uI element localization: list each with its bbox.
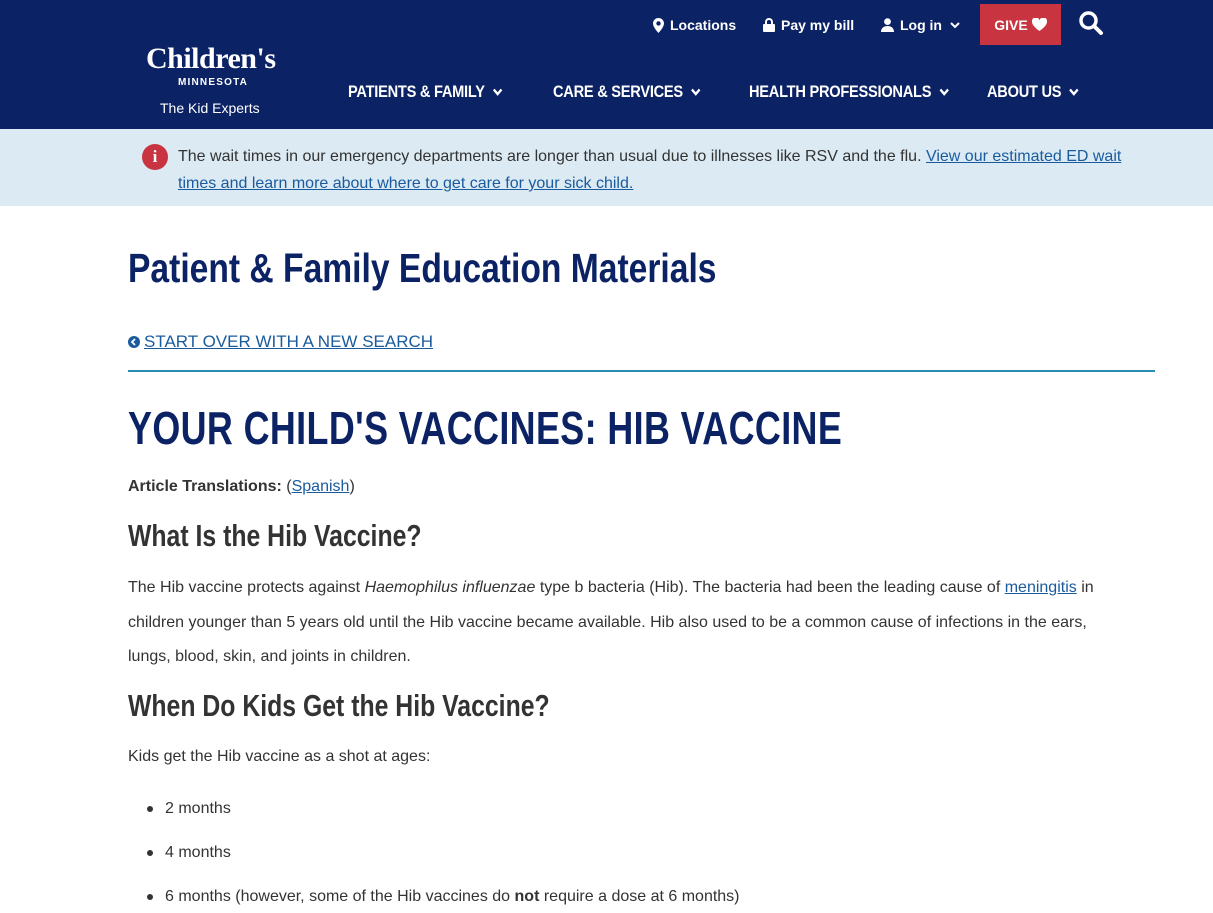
info-icon: i bbox=[142, 144, 168, 170]
alert-message bbox=[178, 143, 1138, 197]
section-intro-when: Kids get the Hib vaccine as a shot at ages: bbox=[128, 748, 431, 765]
nav-label: CARE & SERVICES bbox=[553, 82, 683, 101]
list-item-text: 6 months (however, some of the Hib vaccines do bbox=[165, 888, 511, 905]
nav-label: ABOUT US bbox=[987, 82, 1062, 101]
search-button[interactable] bbox=[1078, 10, 1104, 36]
nav-patients-family[interactable] bbox=[348, 80, 503, 104]
nav-label: HEALTH PROFESSIONALS bbox=[749, 82, 932, 101]
list-item-text: 2 months bbox=[165, 800, 231, 817]
translations-label: Article Translations: bbox=[128, 478, 282, 495]
chevron-down-icon bbox=[1069, 88, 1079, 96]
map-pin-icon bbox=[653, 18, 664, 33]
give-button[interactable] bbox=[980, 4, 1061, 45]
list-item bbox=[128, 836, 740, 880]
chevron-down-icon bbox=[950, 22, 960, 29]
logo-tagline: The Kid Experts bbox=[160, 100, 260, 116]
ages-list bbox=[128, 792, 740, 913]
user-icon bbox=[881, 18, 894, 32]
pay-bill-link[interactable] bbox=[763, 14, 854, 36]
circle-arrow-left-icon bbox=[128, 336, 140, 348]
give-label: GIVE bbox=[994, 16, 1028, 33]
login-label: Log in bbox=[900, 17, 942, 33]
paragraph-text: in children younger than 5 years old until the Hib vaccine became available. Hib also used to be a common cause of infections in the ears, lungs, blood, skin, and joints in children. bbox=[128, 579, 1094, 665]
nav-health-professionals[interactable] bbox=[749, 80, 949, 104]
site-header bbox=[0, 0, 1213, 129]
section-heading-what-is: What Is the Hib Vaccine? bbox=[128, 518, 422, 553]
chevron-down-icon bbox=[492, 88, 502, 96]
heart-icon bbox=[1032, 18, 1047, 31]
paragraph-text: type b bacteria (Hib). The bacteria had been the leading cause of bbox=[539, 579, 1001, 596]
list-item bbox=[128, 792, 740, 836]
list-item bbox=[128, 880, 740, 913]
nav-about-us[interactable] bbox=[987, 80, 1079, 104]
logo-wordmark: Children's bbox=[146, 42, 276, 75]
lock-icon bbox=[763, 18, 775, 32]
meningitis-link[interactable]: meningitis bbox=[1004, 579, 1077, 596]
search-icon bbox=[1078, 10, 1104, 36]
divider bbox=[128, 370, 1155, 372]
list-item-bold: not bbox=[514, 888, 540, 905]
paragraph-text: The Hib vaccine protects against bbox=[128, 579, 361, 596]
page-title: Patient & Family Education Materials bbox=[128, 245, 717, 291]
article-translations bbox=[128, 475, 355, 499]
locations-label: Locations bbox=[670, 17, 737, 33]
ed-wait-times-link[interactable]: View our estimated ED wait times and learn more about where to get care for your sick child. bbox=[178, 148, 1122, 192]
start-over-link[interactable] bbox=[128, 332, 433, 352]
login-dropdown[interactable] bbox=[881, 14, 960, 36]
site-logo[interactable] bbox=[146, 42, 286, 118]
paren-open: ( bbox=[286, 478, 292, 495]
alert-text: The wait times in our emergency departments are longer than usual due to illnesses like RSV and the flu. bbox=[178, 148, 922, 165]
logo-subtitle: MINNESOTA bbox=[178, 77, 249, 88]
article-title: YOUR CHILD'S VACCINES: HIB VACCINE bbox=[128, 402, 843, 454]
chevron-down-icon bbox=[691, 88, 701, 96]
section-heading-when: When Do Kids Get the Hib Vaccine? bbox=[128, 688, 550, 723]
spanish-translation-link[interactable]: Spanish bbox=[291, 478, 350, 495]
list-item-text: require a dose at 6 months) bbox=[543, 888, 740, 905]
pay-bill-label: Pay my bill bbox=[781, 17, 855, 33]
start-over-label: START OVER WITH A NEW SEARCH bbox=[144, 332, 434, 351]
locations-link[interactable] bbox=[653, 14, 736, 36]
paragraph-italic: Haemophilus influenzae bbox=[364, 579, 536, 596]
section-paragraph-what-is bbox=[128, 571, 1128, 675]
list-item-text: 4 months bbox=[165, 844, 231, 861]
nav-label: PATIENTS & FAMILY bbox=[348, 82, 485, 101]
paren-close: ) bbox=[349, 478, 355, 495]
chevron-down-icon bbox=[939, 88, 949, 96]
nav-care-services[interactable] bbox=[553, 80, 701, 104]
